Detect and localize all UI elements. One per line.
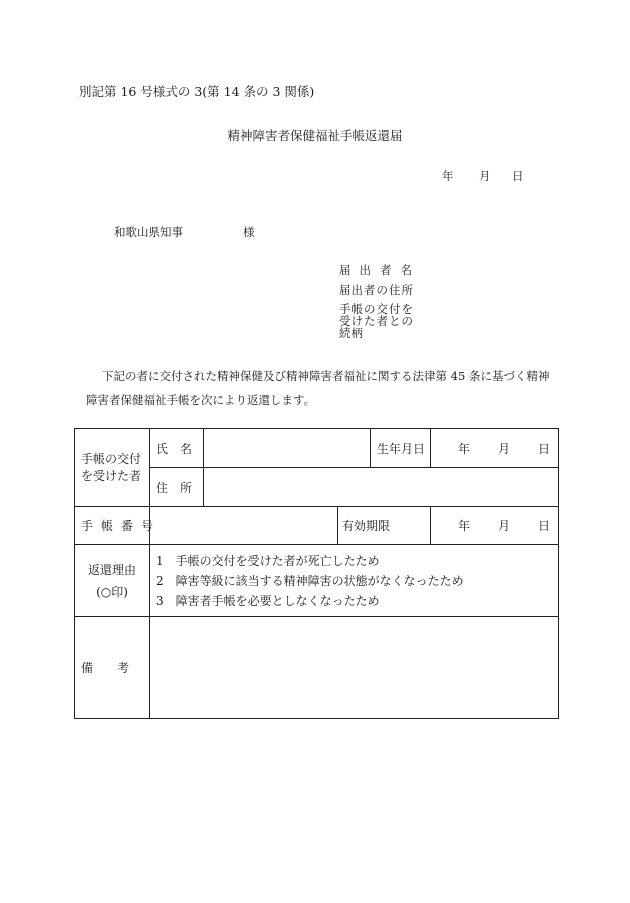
remarks-label: 備 考: [75, 617, 150, 719]
return-form-table: [74, 428, 559, 719]
reason-label-line: 返還理由: [87, 562, 136, 577]
body-paragraph: 下記の者に交付された精神保健及び精神障害者福祉に関する法律第 45 条に基づく精神障害者保健福祉手帳を次により返還します。: [86, 369, 550, 407]
name-label: 氏 名: [150, 429, 204, 468]
submitter-relation-label: [339, 303, 414, 339]
expiry-month-label: 月: [497, 519, 510, 533]
expiry-day-label: 日: [537, 519, 550, 533]
holder-label-line: を受けた者: [81, 468, 142, 483]
holder-label: [75, 429, 150, 507]
document-title: 精神障害者保健福祉手帳返還届: [227, 128, 403, 143]
reason-option[interactable]: 3 障害者手帳を必要としなくなったため: [156, 593, 380, 608]
relation-label-line: 続柄: [339, 326, 364, 340]
reason-label: [75, 545, 150, 617]
reason-label-line: (○印): [96, 584, 128, 599]
form-reference: 別記第 16 号様式の 3(第 14 条の 3 関係): [79, 84, 315, 99]
notebook-number-field[interactable]: [150, 507, 338, 545]
expiry-date-field[interactable]: [431, 507, 559, 545]
date-year-label: 年: [442, 169, 454, 183]
expiry-label: 有効期限: [338, 507, 431, 545]
honorific: 様: [243, 225, 255, 239]
date-month-label: 月: [479, 169, 491, 183]
holder-label-line: 手帳の交付: [81, 451, 142, 466]
address-field[interactable]: [204, 468, 559, 507]
remarks-field[interactable]: [150, 617, 559, 719]
submitter-address-label: 届出者の住所: [339, 283, 414, 297]
notebook-number-label: 手帳番号: [75, 507, 150, 545]
birth-date-label: 生年月日: [371, 429, 431, 468]
date-day-label: 日: [512, 169, 524, 183]
birth-year-label: 年: [457, 441, 470, 456]
birth-day-label: 日: [537, 441, 550, 456]
name-field[interactable]: [204, 429, 371, 468]
relation-label-line: 受けた者との: [339, 314, 414, 328]
expiry-year-label: 年: [457, 519, 470, 533]
submitter-name-label: 届出者名: [339, 263, 421, 277]
birth-date-field[interactable]: [431, 429, 559, 468]
reason-option[interactable]: 1 手帳の交付を受けた者が死亡したため: [156, 553, 380, 568]
address-label: 住 所: [150, 468, 204, 507]
birth-month-label: 月: [497, 441, 510, 456]
reason-options: [150, 545, 559, 617]
relation-label-line: 手帳の交付を: [339, 302, 414, 316]
addressee: 和歌山県知事: [114, 225, 183, 239]
reason-option[interactable]: 2 障害等級に該当する精神障害の状態がなくなったため: [156, 573, 464, 588]
body-text: [86, 364, 556, 412]
